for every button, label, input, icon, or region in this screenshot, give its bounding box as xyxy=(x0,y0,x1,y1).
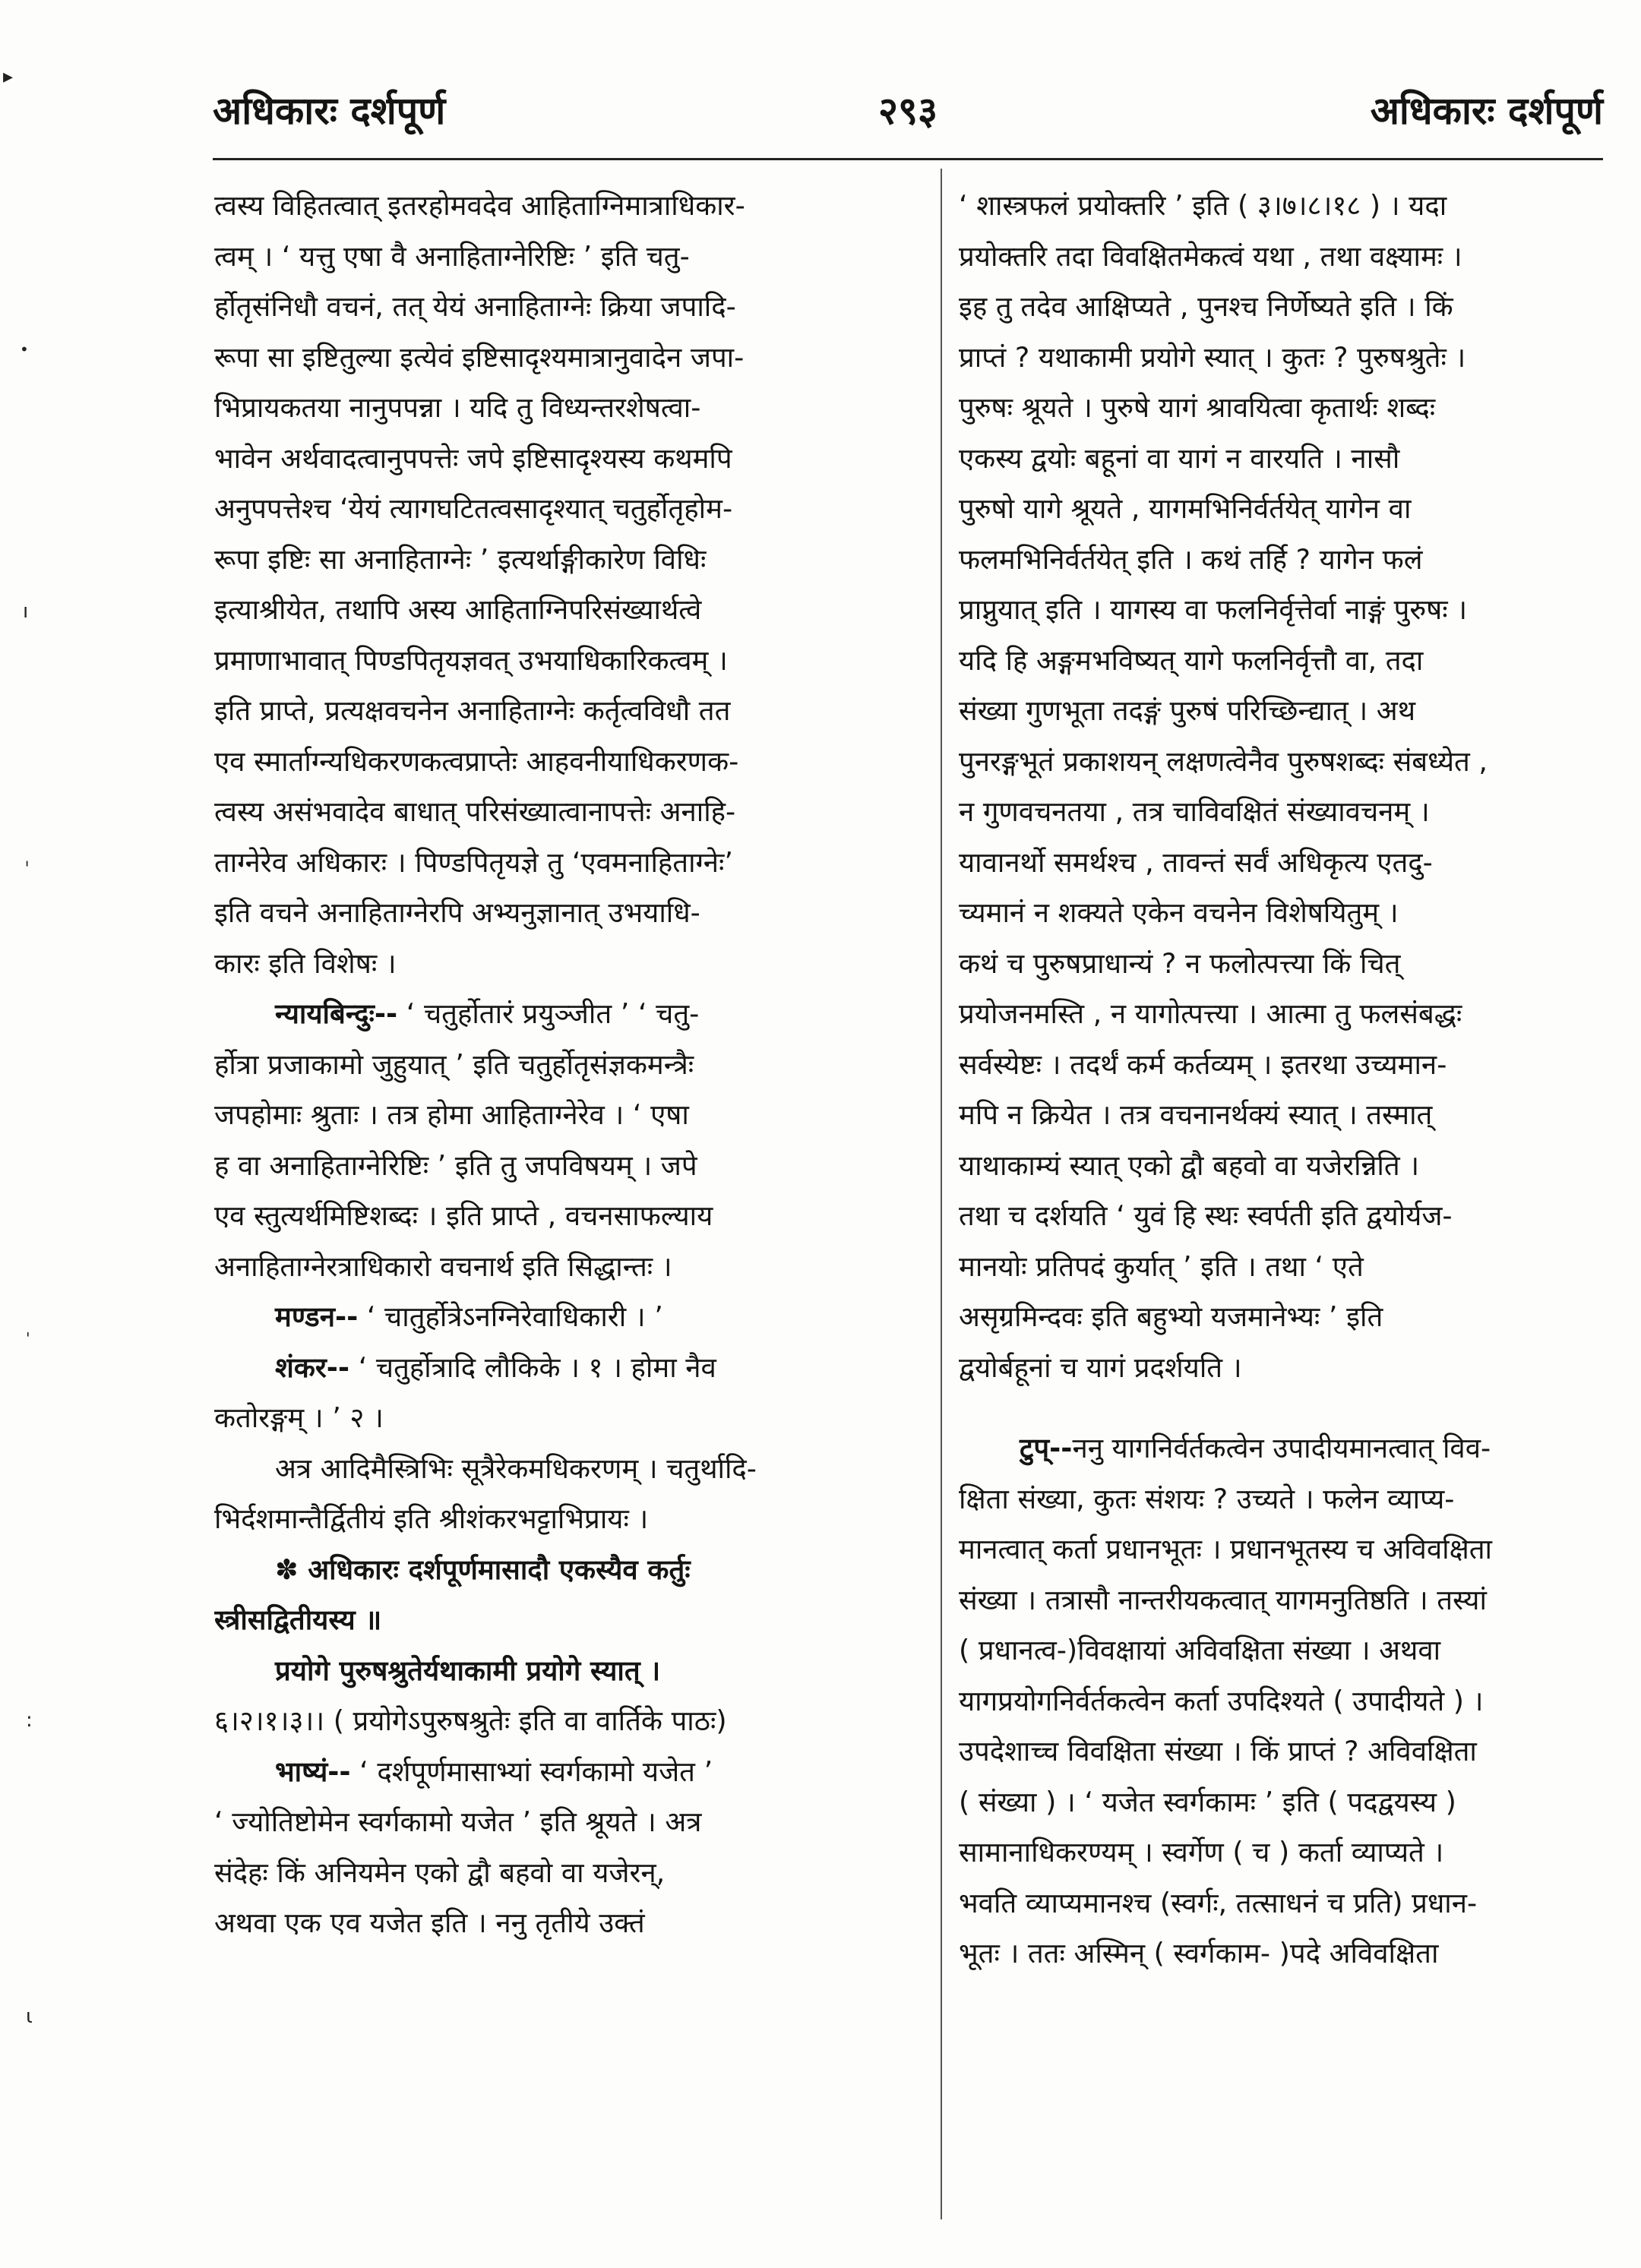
adhikara-heading: अधिकारः दर्शपूर्णमासादौ एकस्यैव कर्तुः xyxy=(308,1553,691,1586)
text-line: यदि हि अङ्गमभविष्यत् यागे फलनिर्वृत्तौ वा, तदा xyxy=(959,643,1424,677)
text-line: ( संख्या ) । ‘ यजेत स्वर्गकामः ’ इति ( पदद्वयस्य ) xyxy=(959,1785,1456,1818)
text-span: ‘ चातुर्होत्रेऽनग्निरेवाधिकारी । ’ xyxy=(358,1300,663,1333)
text-line: पुरुषः श्रूयते । पुरुषे यागं श्रावयित्वा कृतार्थः शब्दः xyxy=(959,391,1436,424)
text-line: त्वम् । ‘ यत्तु एषा वै अनाहिताग्नेरिष्टिः ’ इति चतु- xyxy=(214,239,690,273)
text-line: भावेन अर्थवादत्वानुपपत्तेः जपे इष्टिसादृश्यस्य कथमपि xyxy=(214,441,732,475)
text-line: भिप्रायकतया नानुपपन्ना । यदि तु विध्यन्तरशेषत्वा- xyxy=(214,391,701,424)
text-line: एकस्य द्वयोः बहूनां वा यागं न वारयति । नासौ xyxy=(959,441,1400,475)
text-line: द्वयोर्बहूनां च यागं प्रदर्शयति । xyxy=(959,1350,1242,1384)
text-line: ताग्नेरेव अधिकारः । पिण्डपितृयज्ञे तु ‘एवमनाहिताग्नेः’ xyxy=(214,845,734,879)
text-span: ‘ चतुर्होतारं प्रयुञ्जीत ’ ‘ चतु- xyxy=(397,997,700,1030)
text-line: मानयोः प्रतिपदं कुर्यात् ’ इति । तथा ‘ एते xyxy=(959,1249,1364,1283)
header-left-title: अधिकारः दर्शपूर्ण xyxy=(213,89,446,133)
margin-mark: ı xyxy=(23,600,29,623)
text-line: क्षिता संख्या, कुतः संशयः ? उच्यते । फलेन व्याप्य- xyxy=(959,1482,1455,1515)
nyayabindu-line xyxy=(214,989,921,1040)
text-line: न गुणवचनतया , तत्र चाविवक्षितं संख्यावचनम् । xyxy=(959,795,1430,828)
text-line: इति प्राप्ते, प्रत्यक्षवचनेन अनाहिताग्नेः कर्तृत्वविधौ तत xyxy=(214,694,731,727)
tup-label: टुप्-- xyxy=(1020,1432,1073,1464)
margin-mark: ▸ xyxy=(3,65,14,88)
text-line: प्राप्नुयात् इति । यागस्य वा फलनिर्वृत्तेर्वा नाङ्गं पुरुषः । xyxy=(959,593,1468,626)
margin-mark: ' xyxy=(26,1329,30,1347)
text-line: संख्या गुणभूता तदङ्गं पुरुषं परिच्छिन्द्यात् । अथ xyxy=(959,694,1416,727)
text-line: प्राप्तं ? यथाकामी प्रयोगे स्यात् । कुतः ? पुरुषश्रुतेः । xyxy=(959,340,1466,374)
text-line: त्वस्य विहितत्वात् इतरहोमवदेव आहिताग्निमात्राधिकार- xyxy=(214,189,745,222)
column-divider xyxy=(941,169,942,2219)
text-line: मानत्वात् कर्ता प्रधानभूतः । प्रधानभूतस्य च अविवक्षिता xyxy=(959,1533,1493,1565)
sutra-reference: ६।२।१।३।। ( प्रयोगेऽपुरुषश्रुतेः इति वा वार्तिके पाठः) xyxy=(214,1704,727,1737)
adhikara-heading-cont: स्त्रीसद्वितीयस्य ॥ xyxy=(214,1603,382,1636)
text-line: ‘ शास्त्रफलं प्रयोक्तरि ’ इति ( ३।७।८।१८ ) । यदा xyxy=(959,189,1447,222)
text-line: प्रयोक्तरि तदा विवक्षितमेकत्वं यथा , तथा वक्ष्यामः । xyxy=(959,239,1462,273)
text-line: ( प्रधानत्व-)विवक्षायां अविवक्षिता संख्या । अथवा xyxy=(959,1634,1441,1666)
text-line: यागप्रयोगनिर्वर्तकत्वेन कर्ता उपदिश्यते ( उपादीयते ) । xyxy=(959,1684,1484,1717)
text-line: प्रयोजनमस्ति , न यागोत्पत्त्या । आत्मा तु फलसंबद्धः xyxy=(959,997,1462,1030)
text-span: ‘ दर्शपूर्णमासाभ्यां स्वर्गकामो यजेत ’ xyxy=(350,1755,713,1788)
margin-mark: : xyxy=(26,1709,33,1732)
mandana-line xyxy=(214,1292,921,1343)
left-column xyxy=(214,181,921,2216)
text-line: तथा च दर्शयति ‘ युवं हि स्थः स्वर्पती इति द्वयोर्यज- xyxy=(959,1199,1453,1232)
right-column xyxy=(959,181,1605,2216)
bhashya-line xyxy=(214,1747,921,1798)
text-line: मपि न क्रियेत । तत्र वचनानर्थक्यं स्यात् । तस्मात् xyxy=(959,1098,1433,1131)
text-line: अत्र आदिमैस्त्रिभिः सूत्रैरेकमधिकरणम् । चतुर्थादि- xyxy=(275,1451,757,1485)
text-line: उपदेशाच्च विवक्षिता संख्या । किं प्राप्तं ? अविवक्षिता xyxy=(959,1735,1477,1767)
text-line: त्वस्य असंभवादेव बाधात् परिसंख्यात्वानापत्तेः अनाहि- xyxy=(214,795,736,828)
text-span: ‘ चतुर्होत्रादि लौकिके । १ । होमा नैव xyxy=(349,1350,716,1384)
text-line: भूतः । ततः अस्मिन् ( स्वर्गकाम- )पदे अविवक्षिता xyxy=(959,1937,1439,1969)
mandana-label: मण्डन-- xyxy=(275,1300,359,1333)
text-line: ह वा अनाहिताग्नेरिष्टिः ’ इति तु जपविषयम् । जपे xyxy=(214,1148,697,1182)
header-right-title: अधिकारः दर्शपूर्ण xyxy=(1370,89,1603,133)
text-line: ‘ ज्योतिष्टोमेन स्वर्गकामो यजेत ’ इति श्रूयते । अत्र xyxy=(214,1805,702,1838)
text-line: रूपा इष्टिः सा अनाहिताग्नेः ’ इत्यर्थाङ्गीकारेण विधिः xyxy=(214,542,707,576)
text-line: पुनरङ्गभूतं प्रकाशयन् लक्षणत्वेनैव पुरुषशब्दः संबध्येत , xyxy=(959,744,1488,778)
text-line: इह तु तदेव आक्षिप्यते , पुनश्च निर्णेष्यते इति । किं xyxy=(959,290,1453,323)
text-line: भिर्दशमान्तैर्द्वितीयं इति श्रीशंकरभट्टाभिप्रायः । xyxy=(214,1502,649,1535)
text-line: कतोरङ्गम् । ’ २ । xyxy=(214,1401,384,1434)
text-line: जपहोमाः श्रुताः । तत्र होमा आहिताग्नेरेव । ‘ एषा xyxy=(214,1098,689,1131)
tup-line xyxy=(959,1423,1605,1474)
shankara-line xyxy=(214,1343,921,1394)
text-line: सर्वस्येष्टः । तदर्थं कर्म कर्तव्यम् । इतरथा उच्यमान- xyxy=(959,1047,1447,1081)
sutra-text: प्रयोगे पुरुषश्रुतेर्यथाकामी प्रयोगे स्यात् । xyxy=(275,1654,661,1687)
text-line: भवति व्याप्यमानश्च (स्वर्गः, तत्साधनं च प्रति) प्रधान- xyxy=(959,1886,1478,1919)
text-line: याथाकाम्यं स्यात् एको द्वौ बहवो वा यजेरन्निति । xyxy=(959,1148,1420,1182)
text-line: र्होतृसंनिधौ वचनं, तत् येयं अनाहिताग्नेः क्रिया जपादि- xyxy=(214,290,736,323)
text-line: संदेहः किं अनियमेन एको द्वौ बहवो वा यजेरन्, xyxy=(214,1856,666,1889)
bhashya-label: भाष्यं-- xyxy=(275,1755,351,1788)
text-line: असृग्रमिन्दवः इति बहुभ्यो यजमानेभ्यः ’ इति xyxy=(959,1300,1383,1333)
text-line: एव स्मार्ताग्न्यधिकरणकत्वप्राप्तेः आहवनीयाधिकरणक- xyxy=(214,744,739,778)
margin-mark: • xyxy=(20,340,29,359)
text-line: प्रमाणाभावात् पिण्डपितृयज्ञवत् उभयाधिकारिकत्वम् । xyxy=(214,643,728,677)
text-line: अथवा एक एव यजेत इति । ननु तृतीये उक्तं xyxy=(214,1906,645,1939)
text-line: रूपा सा इष्टितुल्या इत्येवं इष्टिसादृश्यमात्रानुवादेन जपा- xyxy=(214,340,745,374)
text-line: च्यमानं न शक्यते एकेन वचनेन विशेषयितुम् । xyxy=(959,896,1399,929)
section-mark-icon: ✽ xyxy=(275,1553,308,1586)
text-line: र्होत्रा प्रजाकामो जुहुयात् ’ इति चतुर्होतृसंज्ञकमन्त्रैः xyxy=(214,1047,694,1081)
text-line: अनाहिताग्नेरत्राधिकारो वचनार्थ इति सिद्धान्तः । xyxy=(214,1249,672,1283)
paragraph-gap xyxy=(959,1393,1605,1423)
text-line: कथं च पुरुषप्राधान्यं ? न फलोत्पत्त्या किं चित् xyxy=(959,946,1401,980)
margin-mark: ˈ xyxy=(24,858,30,881)
text-line: फलमभिनिर्वर्तयेत् इति । कथं तर्हि ? यागेन फलं xyxy=(959,542,1423,576)
text-line: इति वचने अनाहिताग्नेरपि अभ्यनुज्ञानात् उभयाधि- xyxy=(214,896,700,929)
header-rule xyxy=(213,158,1603,160)
page-number: २९३ xyxy=(878,89,937,133)
text-line: यावानर्थो समर्थश्च , तावन्तं सर्वं अधिकृत्य एतदु- xyxy=(959,845,1433,879)
text-line: पुरुषो यागे श्रूयते , यागमभिनिर्वर्तयेत् यागेन वा xyxy=(959,492,1412,525)
adhikara-heading-line xyxy=(214,1545,921,1596)
text-line: एव स्तुत्यर्थमिष्टिशब्दः । इति प्राप्ते , वचनसाफल्याय xyxy=(214,1199,713,1232)
text-line: कारः इति विशेषः । xyxy=(214,946,397,980)
text-line: अनुपपत्तेश्च ‘येयं त्यागघटितत्वसादृश्यात् चतुर्होतृहोम- xyxy=(214,492,733,525)
text-line: संख्या । तत्रासौ नान्तरीयकत्वात् यागमनुतिष्ठति । तस्यां xyxy=(959,1583,1487,1616)
margin-mark: ɩ xyxy=(26,2005,33,2028)
running-header xyxy=(213,84,1603,152)
nyayabindu-label: न्यायबिन्दुः-- xyxy=(275,997,398,1030)
text-span: ननु यागनिर्वर्तकत्वेन उपादीयमानत्वात् विव- xyxy=(1072,1432,1491,1464)
text-line: इत्याश्रीयेत, तथापि अस्य आहिताग्निपरिसंख्यार्थत्वे xyxy=(214,593,702,626)
shankara-label: शंकर-- xyxy=(275,1350,350,1384)
text-line: सामानाधिकरण्यम् । स्वर्गेण ( च ) कर्ता व्याप्यते । xyxy=(959,1836,1444,1868)
